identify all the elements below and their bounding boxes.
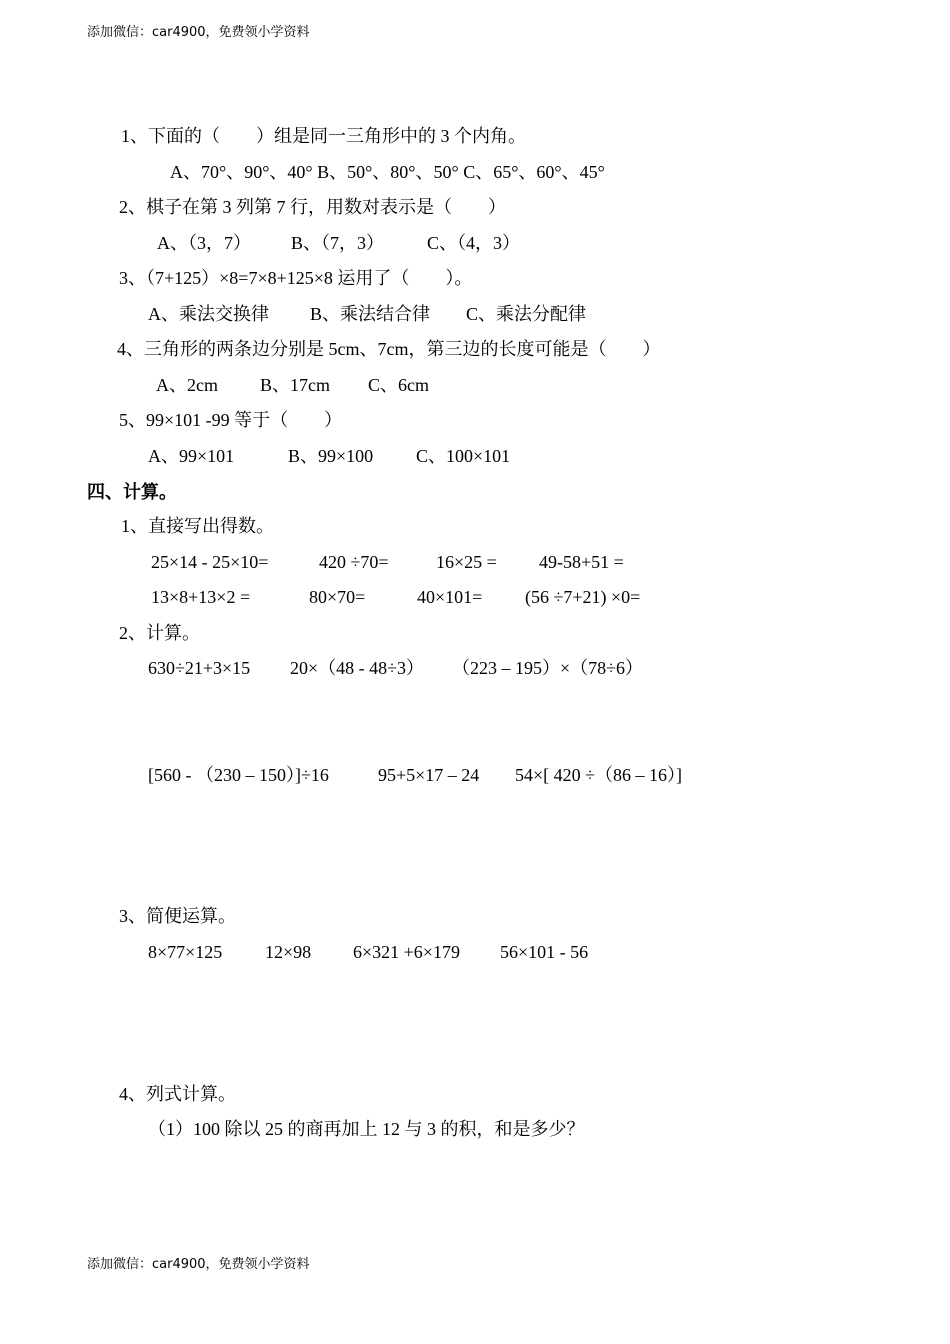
p1-row1-item: 25×14 - 25×10=: [151, 552, 269, 572]
header-note: 添加微信：car4900，免费领小学资料: [87, 25, 310, 40]
p1-row2-item: (56 ÷7+21) ×0=: [525, 587, 641, 607]
p2-row1-item: 630÷21+3×15: [148, 658, 251, 678]
q5-option-a: A、99×101: [148, 446, 235, 466]
section4-title: 四、计算。: [87, 482, 177, 502]
p1-row2-item: 80×70=: [309, 587, 366, 607]
q5-stem: 5、99×101 -99 等于（ ）: [119, 410, 343, 430]
q2-option-b: B、（7，3）: [291, 233, 385, 253]
p1-row1-item: 16×25 =: [436, 552, 497, 572]
p1-row1-item: 420 ÷70=: [319, 552, 389, 572]
p2-row2-item: 54×[ 420 ÷（86 – 16）]: [515, 765, 683, 785]
q4-option-a: A、2cm: [156, 375, 218, 395]
p4-title: 4、列式计算。: [119, 1084, 236, 1104]
p3-title: 3、简便运算。: [119, 906, 236, 926]
q1-stem: 1、下面的（ ）组是同一三角形中的 3 个内角。: [121, 126, 526, 146]
p4-q1: （1）100 除以 25 的商再加上 12 与 3 的积，和是多少？: [148, 1119, 585, 1139]
q4-option-c: C、6cm: [368, 375, 429, 395]
p3-row1-item: 6×321 +6×179: [353, 942, 460, 962]
p1-row1-item: 49-58+51 =: [539, 552, 624, 572]
p3-row1-item: 56×101 - 56: [500, 942, 589, 962]
q1-options: A、70°、90°、40° B、50°、80°、50° C、65°、60°、45°: [170, 162, 605, 182]
q3-option-a: A、乘法交换律: [148, 304, 269, 324]
p1-row2-item: 40×101=: [417, 587, 483, 607]
q3-stem: 3、（7+125）×8=7×8+125×8 运用了（ ）。: [119, 268, 473, 288]
p2-title: 2、计算。: [119, 623, 200, 643]
p3-row1-item: 8×77×125: [148, 942, 223, 962]
q2-option-a: A、（3，7）: [157, 233, 251, 253]
q5-option-c: C、100×101: [416, 446, 511, 466]
q2-stem: 2、棋子在第 3 列第 7 行，用数对表示是（ ）: [119, 197, 506, 217]
p2-row2-item: 95+5×17 – 24: [378, 765, 480, 785]
p2-row1-item: （223 – 195）×（78÷6）: [452, 658, 644, 678]
q2-option-c: C、（4，3）: [427, 233, 521, 253]
p2-row1-item: 20×（48 - 48÷3）: [290, 658, 425, 678]
p1-title: 1、直接写出得数。: [121, 516, 274, 536]
q3-option-c: C、乘法分配律: [466, 304, 587, 324]
footer-note: 添加微信：car4900，免费领小学资料: [87, 1257, 310, 1272]
p1-row2-item: 13×8+13×2 =: [151, 587, 251, 607]
q4-stem: 4、三角形的两条边分别是 5cm、7cm，第三边的长度可能是（ ）: [117, 339, 661, 359]
p2-row2-item: [560 - （230 – 150）]÷16: [148, 765, 329, 785]
q4-option-b: B、17cm: [260, 375, 330, 395]
q3-option-b: B、乘法结合律: [310, 304, 431, 324]
q5-option-b: B、99×100: [288, 446, 374, 466]
p3-row1-item: 12×98: [265, 942, 312, 962]
